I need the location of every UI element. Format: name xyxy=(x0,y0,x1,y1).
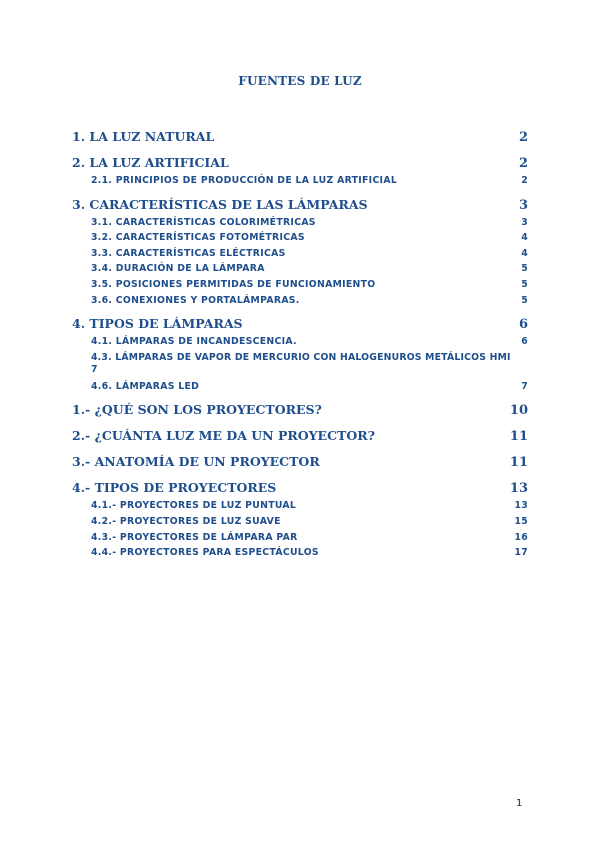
toc-entry-title: 2.1. PRINCIPIOS DE PRODUCCIÓN DE LA LUZ ARTIFICIAL xyxy=(91,175,398,186)
toc-entry-page: 15 xyxy=(514,515,528,527)
toc-heading-page: 11 xyxy=(509,429,528,445)
toc-entry[interactable] xyxy=(72,293,528,309)
toc-entry-title: 4.1.- PROYECTORES DE LUZ PUNTUAL xyxy=(91,500,297,512)
toc-heading-title: 4.- TIPOS DE PROYECTORES xyxy=(72,480,277,496)
toc-entry[interactable] xyxy=(72,514,528,530)
toc-entry-title: 3.2. CARACTERÍSTICAS FOTOMÉTRICAS xyxy=(91,232,305,244)
toc-heading-page: 6 xyxy=(518,317,528,333)
toc-heading-page: 13 xyxy=(509,481,528,497)
toc-entry-wrapped[interactable] xyxy=(72,352,528,376)
toc-heading[interactable] xyxy=(72,127,528,147)
toc-heading-page: 10 xyxy=(509,403,528,419)
toc-section-3 xyxy=(72,195,528,309)
toc-entry-title: 4.4.- PROYECTORES PARA ESPECTÁCULOS xyxy=(91,547,319,559)
toc-entry-title: 4.3. LÁMPARAS DE VAPOR DE MERCURIO CON HALOGENUROS METÁLICOS HMI xyxy=(91,351,511,363)
toc-heading[interactable] xyxy=(72,314,528,334)
toc-entry[interactable] xyxy=(72,545,528,561)
toc-entry-title: 3.3. CARACTERÍSTICAS ELÉCTRICAS xyxy=(91,247,286,259)
toc-section-1 xyxy=(72,127,528,147)
toc-entry-title: 4.2.- PROYECTORES DE LUZ SUAVE xyxy=(91,515,281,527)
toc-entry-page: 16 xyxy=(514,531,528,543)
toc-entry[interactable] xyxy=(72,230,528,246)
toc-entry-page: 5 xyxy=(521,294,528,306)
toc-entry-page: 6 xyxy=(521,336,528,348)
toc-entry-page: 4 xyxy=(521,232,528,244)
document-title: FUENTES DE LUZ xyxy=(238,74,362,88)
toc-heading[interactable] xyxy=(72,400,528,420)
toc-entry-title: 3.5. POSICIONES PERMITIDAS DE FUNCIONAMIENTO xyxy=(91,278,376,290)
toc-heading[interactable] xyxy=(72,478,528,498)
toc-entry-page: 5 xyxy=(521,263,528,275)
toc-heading-page: 11 xyxy=(509,455,528,471)
toc-heading-title: 3. CARACTERÍSTICAS DE LAS LÁMPARAS xyxy=(72,196,368,212)
toc-heading[interactable] xyxy=(72,195,528,215)
toc-entry-page: 4 xyxy=(521,247,528,259)
toc-entry-page: 3 xyxy=(521,216,528,228)
toc-heading-title: 2.- ¿CUÁNTA LUZ ME DA UN PROYECTOR? xyxy=(72,428,375,444)
toc-heading-page: 3 xyxy=(518,197,528,213)
toc-section-8 xyxy=(72,478,528,560)
toc-heading-title: 1.- ¿QUÉ SON LOS PROYECTORES? xyxy=(72,402,322,418)
page-number: 1 xyxy=(516,798,523,809)
toc-entry-title: 3.4. DURACIÓN DE LA LÁMPARA xyxy=(91,263,265,275)
toc-entry[interactable] xyxy=(72,498,528,514)
toc-section-5 xyxy=(72,400,528,420)
toc-heading-page: 2 xyxy=(518,156,528,171)
toc-heading[interactable] xyxy=(72,426,528,446)
toc-entry-title: 3.6. CONEXIONES Y PORTALÁMPARAS. xyxy=(91,294,300,306)
toc-entry[interactable] xyxy=(72,261,528,277)
toc-entry[interactable] xyxy=(72,173,528,189)
toc-section-7 xyxy=(72,452,528,472)
toc-section-2 xyxy=(72,153,528,189)
toc-entry-page: 13 xyxy=(514,500,528,512)
toc-entry-page: 7 xyxy=(91,363,98,375)
toc-heading[interactable] xyxy=(72,452,528,472)
toc-entry[interactable] xyxy=(72,530,528,546)
table-of-contents xyxy=(72,127,528,567)
toc-entry-title: 4.3.- PROYECTORES DE LÁMPARA PAR xyxy=(91,531,298,543)
toc-heading-page: 2 xyxy=(518,130,528,145)
toc-heading[interactable] xyxy=(72,153,528,173)
toc-entry-page: 7 xyxy=(521,380,528,392)
toc-entry-page: 2 xyxy=(521,175,528,186)
toc-section-4 xyxy=(72,314,528,394)
toc-heading-title: 3.- ANATOMÍA DE UN PROYECTOR xyxy=(72,454,320,470)
toc-entry[interactable] xyxy=(72,246,528,262)
toc-section-6 xyxy=(72,426,528,446)
toc-entry-page: 17 xyxy=(514,547,528,559)
toc-heading-title: 4. TIPOS DE LÁMPARAS xyxy=(72,316,243,332)
toc-entry[interactable] xyxy=(72,334,528,350)
toc-entry-title: 3.1. CARACTERÍSTICAS COLORIMÉTRICAS xyxy=(91,216,316,228)
toc-entry-page: 5 xyxy=(521,278,528,290)
toc-entry[interactable] xyxy=(72,215,528,231)
toc-entry[interactable] xyxy=(72,379,528,395)
toc-heading-title: 2. LA LUZ ARTIFICIAL xyxy=(72,155,229,170)
toc-heading-title: 1. LA LUZ NATURAL xyxy=(72,129,215,144)
toc-entry-title: 4.6. LÁMPARAS LED xyxy=(91,380,200,392)
toc-entry[interactable] xyxy=(72,277,528,293)
toc-entry-title: 4.1. LÁMPARAS DE INCANDESCENCIA. xyxy=(91,336,297,348)
